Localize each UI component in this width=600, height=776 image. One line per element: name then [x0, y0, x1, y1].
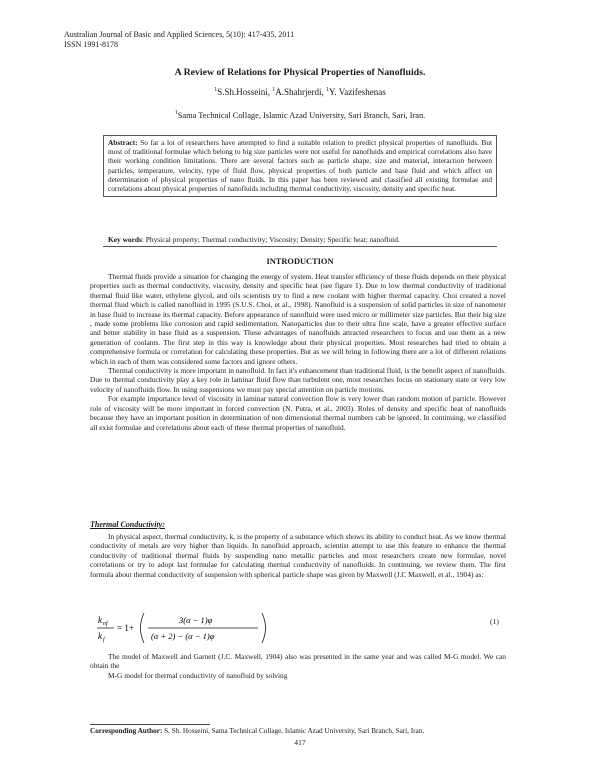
- paragraph: In physical aspect, thermal conductivity, k, is the property of a substance which shows its ability to conduct heat. As we know thermal conductivity of metals are very higher than liquids. In nanofluid approach, scientist attempt to use this feature to enhance the thermal conductivity of traditional thermal fluids by suspending nano metallic particles and most researchers create new formulae, novel correlations or try to adopt last formulae for calculating thermal conductivity of nanofluids. In continuing, we review them. The first formula about thermal conductivity of suspension with spherical particle shape was given by Maxwell (J.C Maxwell, et al., 1904) as:: [90, 532, 506, 579]
- equation-right-paren: [262, 613, 266, 643]
- issn: ISSN 1991-8178: [64, 40, 119, 49]
- corresponding-text: S. Sh. Hosseini, Sama Technical Collage, Islamic Azad University, Sari Branch, Sari, Iran.: [162, 727, 425, 735]
- abstract-text: So far a lot of researchers have attempted to find a suitable relation to predict physical properties of nanofluids. But most of traditional formulae which belong to big size particles were not useful for nanofluids and empirical correlations also have their working condition limitations. There are several factors such as particle shape, size and material, interaction between particles, temperature, velocity, type of fluid flow, physical properties of both particle and base fluid and which affect on determination of physical properties of nano fluids. In this paper has been reviewed and classified all existing formulae and correlations about physical properties of nanofluids including thermal conductivity, viscosity, density and specific heat.: [108, 138, 492, 194]
- author-sup: 1: [214, 87, 218, 93]
- paragraph: The model of Maxwell and Garnett (J.C. Maxwell, 1904) also was presented in the same year and was called M-G model. We can obtain the: [90, 652, 506, 671]
- abstract-label: Abstract:: [108, 138, 138, 147]
- paragraph: Thermal fluids provide a situation for changing the energy of system. Heat transfer efficiency of these fluids depends on their physical properties such as thermal conductivity, viscosity, density and specific heat (see figure 1). Due to low thermal conductivity of traditional thermal fluid like water, ethylene glycol, and oils scientists try to find a new coolant with higher thermal capacity. Choi created a novel thermal fluid which is called nanofluid in 1995 (S.U.S. Choi, et al., 1998). Nanofluid is a suspension of solid particles in size of nanometer in base fluid to increase its thermal capacity. Before appearance of nanofluid were used micro or millimeter size particles. But their big size , made some problems like corrosion and rapid sedimentation. Nanoparticles due to their ultra fine scale, have a greater effective surface and better stability in base fluid as a suspension. These advantages of nanofluids attracted researchers to focus and use them as a new generation of coolants. The first step in this way is knowledge about their physical properties. Most researches had tried to obtain a comprehensive formula or correlation for calculating these properties. But as we will bring in following there are a lot of different relations which in each of them was considered some factors and ignore others.: [90, 272, 506, 366]
- affiliation-text: Sama Technical Collage, Islamic Azad University, Sari Branch, Sari, Iran.: [177, 110, 426, 120]
- author-name: Y. Vazifeshenas: [329, 87, 386, 97]
- keywords: [108, 235, 498, 244]
- paragraph: M-G model for thermal conductivity of nanofluid by solving: [108, 670, 288, 680]
- paper-title: A Review of Relations for Physical Properties of Nanofluids.: [174, 67, 426, 78]
- keywords-divider: [103, 246, 497, 247]
- equation-lhs-den: k: [98, 631, 102, 641]
- equation-frac-den: (α + 2) − (α − 1)φ: [151, 631, 215, 641]
- footnote-divider: [90, 724, 210, 725]
- corresponding-label: Corresponding Author:: [90, 727, 163, 735]
- author-sup: 1: [326, 87, 330, 93]
- keywords-text: : Physical property; Thermal conductivity; Viscosity; Density; Specific heat; nanofluid.: [141, 235, 400, 244]
- introduction-heading: INTRODUCTION: [266, 257, 334, 266]
- paragraph: For example importance level of viscosity in laminar natural convection flow is very lower than random motion of particle. However role of viscosity will be more important in forced convection (N. Putra, et al., 2003). Roles of density and specific heat of nanofluids because they have an important position in determination of non dimensional thermal numbers cab be ignored. In continuing, we classified all exist formulae and correlations about each of these thermal properties of nanofluid.: [90, 394, 506, 432]
- author-name: A.Shahrjerdi,: [275, 87, 327, 97]
- affiliation-sup: 1: [174, 110, 178, 116]
- paragraph: Thermal conductivity is more important in nanofluid. In fact it's enhancement than traditional fluid, is the benefit aspect of nanofluids. Due to thermal conductivity play a key role in laminar fluid flow than turbulent one, most researches focus on stationary state or very low velocity of nanofluids flow. In using suspensions we must pay special attention on particle motions.: [90, 366, 506, 394]
- affiliation: [0, 110, 600, 120]
- keywords-label: Key words: [108, 235, 142, 244]
- author-name: S.Sh.Hosseini,: [217, 87, 273, 97]
- thermal-conductivity-heading: Thermal Conductivity:: [90, 520, 165, 529]
- corresponding-author: [90, 727, 424, 735]
- equation-lhs-num: k: [98, 615, 102, 625]
- thermal-conductivity-body: [90, 532, 506, 579]
- introduction-body: [90, 272, 506, 432]
- author-sup: 1: [272, 87, 276, 93]
- abstract-box: [103, 135, 497, 197]
- equation-1: [96, 610, 396, 646]
- equation-rhs-prefix: = 1+: [117, 623, 134, 633]
- page-number: 417: [294, 738, 306, 747]
- author-list: [0, 87, 600, 97]
- equation-frac-num: 3(α − 1)φ: [179, 615, 213, 625]
- journal-citation: Australian Journal of Basic and Applied Sciences, 5(10): 417-435, 2011: [64, 30, 295, 39]
- after-equation-text: [90, 652, 506, 680]
- equation-lhs-num-sub: nf: [103, 621, 108, 627]
- equation-left-paren: [141, 613, 145, 643]
- equation-lhs-den-sub: f: [103, 637, 105, 643]
- equation-number: (1): [490, 617, 499, 626]
